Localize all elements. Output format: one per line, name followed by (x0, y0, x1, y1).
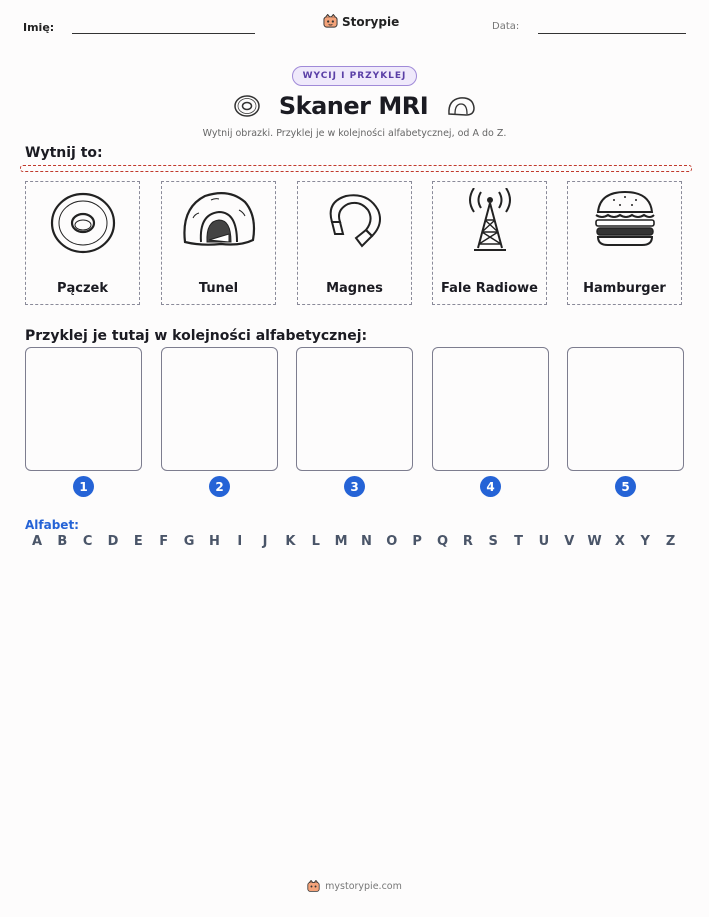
paste-slot-4[interactable] (432, 347, 549, 471)
card-label: Fale Radiowe (441, 281, 538, 296)
slot-number-badge: 4 (480, 476, 501, 497)
date-line[interactable] (538, 33, 686, 34)
page-title: Skaner MRI (278, 92, 429, 120)
alphabet-letter: V (564, 534, 575, 549)
alphabet-letter: U (538, 534, 550, 549)
alphabet-letter: R (462, 534, 473, 549)
alphabet-letter: N (361, 534, 372, 549)
donut-icon (48, 188, 118, 258)
tunnel-icon (446, 94, 476, 118)
alphabet-letter: X (614, 534, 625, 549)
slot-number-badge: 3 (344, 476, 365, 497)
alphabet-letter: E (133, 534, 143, 549)
alphabet-letter: P (412, 534, 422, 549)
storypie-logo-icon (307, 880, 320, 893)
footer-url[interactable]: mystorypie.com (325, 881, 402, 892)
cut-card-magnes[interactable] (297, 181, 412, 305)
instructions-wrap (0, 128, 709, 139)
cut-card-hamburger[interactable] (567, 181, 682, 305)
paste-slot-2[interactable] (161, 347, 278, 471)
card-label: Hamburger (583, 281, 666, 296)
alphabet-letter: J (262, 534, 268, 549)
hamburger-icon (592, 188, 658, 248)
alphabet-title: Alfabet: (25, 518, 79, 532)
alphabet-letter: M (334, 534, 348, 549)
title-row (0, 92, 709, 120)
card-label: Tunel (198, 281, 239, 296)
cut-line (20, 165, 692, 172)
alphabet-letter: F (159, 534, 169, 549)
badge-wrap (0, 66, 709, 86)
magnet-icon (322, 188, 388, 254)
brand-name: Storypie (342, 14, 400, 29)
slot-number-badge: 1 (73, 476, 94, 497)
date-label: Data: (492, 21, 520, 32)
cut-card-paczek[interactable] (25, 181, 140, 305)
cut-card-tunel[interactable] (161, 181, 276, 305)
alphabet-letter: C (82, 534, 93, 549)
alphabet-letter: L (311, 534, 320, 549)
alphabet-letter: I (237, 534, 243, 549)
alphabet-letter: D (107, 534, 119, 549)
instructions: Wytnij obrazki. Przyklej je w kolejności alfabetycznej, od A do Z. (202, 128, 507, 139)
brand-logo (323, 14, 399, 29)
alphabet-letter: T (514, 534, 523, 549)
cut-card-fale-radiowe[interactable] (432, 181, 547, 305)
slot-number-badge: 2 (209, 476, 230, 497)
footer-wrap (0, 880, 709, 893)
storypie-logo-icon (323, 14, 338, 29)
cut-heading: Wytnij to: (25, 145, 103, 161)
activity-badge: WYCIJ I PRZYKLEJ (292, 66, 418, 86)
alphabet-row (27, 534, 681, 549)
paste-slot-3[interactable] (296, 347, 413, 471)
alphabet-letter: Z (665, 534, 676, 549)
slot-number-badge: 5 (615, 476, 636, 497)
name-line[interactable] (72, 33, 255, 34)
alphabet-letter: H (208, 534, 220, 549)
alphabet-letter: Y (640, 534, 650, 549)
name-label: Imię: (23, 21, 55, 34)
card-label: Magnes (326, 281, 383, 296)
alphabet-letter: A (31, 534, 43, 549)
paste-slot-5[interactable] (567, 347, 684, 471)
alphabet-letter: O (386, 534, 398, 549)
donut-icon (233, 94, 261, 118)
alphabet-letter: W (587, 534, 602, 549)
alphabet-letter: B (57, 534, 68, 549)
paste-heading: Przyklej je tutaj w kolejności alfabetycznej: (25, 328, 368, 344)
alphabet-letter: Q (436, 534, 449, 549)
footer (307, 880, 402, 893)
paste-slot-1[interactable] (25, 347, 142, 471)
card-label: Pączek (56, 281, 109, 296)
tunnel-icon (181, 188, 257, 254)
radio-tower-icon (462, 188, 518, 252)
alphabet-letter: S (488, 534, 498, 549)
alphabet-letter: K (285, 534, 296, 549)
alphabet-letter: G (183, 534, 195, 549)
